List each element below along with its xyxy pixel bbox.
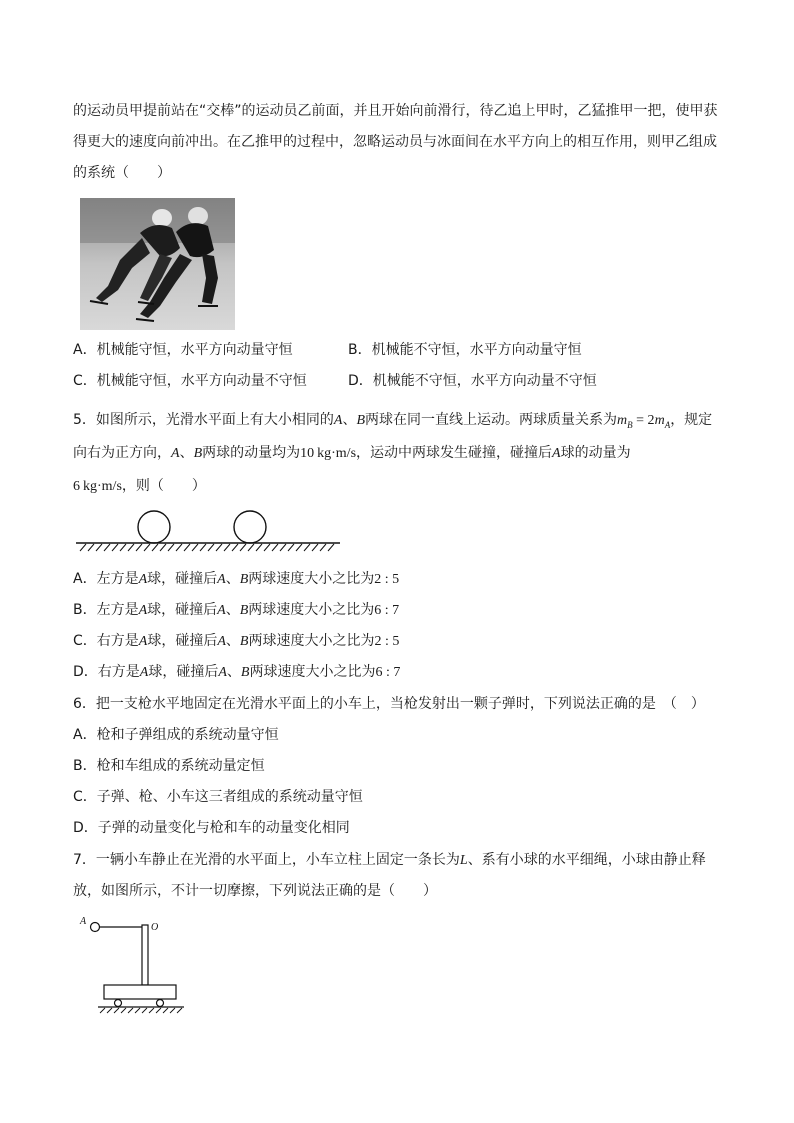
option-text: D．右方是 <box>73 664 140 680</box>
point-a-label: A <box>80 916 87 927</box>
ball-a-symbol: A <box>217 572 226 587</box>
ball-a-symbol: A <box>138 572 148 587</box>
q4-option-d: D．机械能不守恒，水平方向动量不守恒 <box>348 373 597 389</box>
option-separator: 、 <box>225 571 240 587</box>
option-text: 球，碰撞后 <box>147 633 218 649</box>
q6-option-b: B．枪和车组成的系统动量定恒 <box>73 758 265 774</box>
option-text: A．左方是 <box>73 571 139 587</box>
q4-option-b: B．机械能不守恒，水平方向动量守恒 <box>348 342 582 358</box>
q6-option-d: D．子弹的动量变化与枪和车的动量变化相同 <box>73 820 350 836</box>
mass-subscript: B <box>627 419 633 430</box>
pendulum-ball <box>91 923 100 932</box>
ball-a-symbol: A <box>217 603 226 618</box>
cart-post <box>142 925 148 985</box>
q5-text: 向右为正方向， <box>73 445 171 461</box>
ball-a-symbol: A <box>217 634 226 649</box>
q5-option-c <box>73 631 399 652</box>
q7-text: 7．一辆小车静止在光滑的水平面上，小车立柱上固定一条长为 <box>73 852 460 868</box>
q5-text: 两球的动量均为 <box>202 445 301 461</box>
q5-text: ，则（ ） <box>121 478 206 494</box>
ball-b-symbol: B <box>239 634 249 649</box>
option-text: 两球速度大小之比为 <box>248 633 375 649</box>
ball-b-symbol: B <box>356 413 366 428</box>
option-text: C．右方是 <box>73 633 139 649</box>
ball-b-symbol: B <box>193 446 203 461</box>
q5-option-d <box>73 662 400 683</box>
cart-pendulum-figure <box>78 912 190 1016</box>
cart-body <box>104 985 176 999</box>
option-text: 两球速度大小之比为 <box>248 602 375 618</box>
q7-stem-line1 <box>73 850 706 871</box>
q4-stem-line3: 的系统（ ） <box>73 165 171 181</box>
q4-stem-line1: 的运动员甲提前站在“交棒”的运动员乙前面，并且开始向前滑行，待乙追上甲时，乙猛推甲一把，使甲获 <box>73 103 718 119</box>
option-text: 球，碰撞后 <box>148 664 219 680</box>
ball-b-symbol: B <box>239 572 249 587</box>
q5-text: 5．如图所示，光滑水平面上有大小相同的 <box>73 412 334 428</box>
mass-symbol: m <box>654 413 665 428</box>
point-o-label: O <box>151 922 159 933</box>
option-text: B．左方是 <box>73 602 139 618</box>
mass-equation: = 2 <box>632 413 655 428</box>
q4-option-c: C．机械能守恒，水平方向动量不守恒 <box>73 373 307 389</box>
cart-wheel <box>115 1000 122 1007</box>
length-symbol: L <box>459 853 468 868</box>
option-text: 球，碰撞后 <box>147 571 218 587</box>
q7-text: 、系有小球的水平细绳，小球由静止释 <box>467 852 706 868</box>
ball-right <box>234 511 266 543</box>
q5-text: 球的动量为 <box>560 445 631 461</box>
q5-stem-line2 <box>73 443 631 464</box>
q5-stem-line1 <box>73 410 712 435</box>
option-separator: 、 <box>225 633 240 649</box>
option-text: 两球速度大小之比为 <box>248 571 375 587</box>
ball-a-symbol: A <box>218 665 227 680</box>
momentum-unit: kg·m/s <box>317 446 357 461</box>
q4-option-a: A．机械能守恒，水平方向动量守恒 <box>73 342 293 358</box>
q5-stem-line3 <box>73 476 206 497</box>
ball-b-symbol: B <box>240 665 250 680</box>
q5-text: ，运动中两球发生碰撞，碰撞后 <box>356 445 553 461</box>
speed-ratio: 6 : 7 <box>375 665 401 680</box>
momentum-unit: kg·m/s <box>83 479 122 494</box>
q7-stem-line2: 放，如图所示，不计一切摩擦，下列说法正确的是（ ） <box>73 883 437 899</box>
speed-skaters-photo <box>80 198 235 330</box>
ball-a-symbol: A <box>138 634 148 649</box>
ball-b-symbol: B <box>239 603 249 618</box>
ball-left <box>138 511 170 543</box>
q5-option-a <box>73 569 399 590</box>
option-text: 两球速度大小之比为 <box>249 664 376 680</box>
q6-option-c: C．子弹、枪、小车这三者组成的系统动量守恒 <box>73 789 363 805</box>
two-balls-figure <box>76 506 342 554</box>
momentum-value: 10 <box>300 446 315 461</box>
speed-ratio: 2 : 5 <box>374 634 400 649</box>
q5-text: 两球在同一直线上运动。两球质量关系为 <box>365 412 618 428</box>
option-separator: 、 <box>226 664 241 680</box>
ball-a-symbol: A <box>171 446 180 461</box>
q5-separator: 、 <box>179 445 194 461</box>
ball-a-symbol: A <box>333 413 343 428</box>
mass-symbol: m <box>617 413 628 428</box>
ground-hatching <box>80 544 334 551</box>
ball-a-symbol: A <box>138 603 148 618</box>
q6-stem: 6．把一支枪水平地固定在光滑水平面上的小车上，当枪发射出一颗子弹时，下列说法正确的是 （ ） <box>73 696 705 712</box>
speed-ratio: 2 : 5 <box>374 572 400 587</box>
ball-a-symbol: A <box>552 446 561 461</box>
q5-option-b <box>73 600 399 621</box>
cart-wheel <box>157 1000 164 1007</box>
momentum-value: 6 <box>73 479 80 494</box>
q5-text: ，规定 <box>670 412 713 428</box>
ball-a-symbol: A <box>139 665 149 680</box>
q6-option-a: A．枪和子弹组成的系统动量守恒 <box>73 727 279 743</box>
q4-stem-line2: 得更大的速度向前冲出。在乙推甲的过程中，忽略运动员与冰面间在水平方向上的相互作用，则甲乙组成 <box>73 134 717 150</box>
ground-hatching <box>100 1008 182 1013</box>
option-text: 球，碰撞后 <box>147 602 218 618</box>
mass-subscript: A <box>664 419 671 430</box>
option-separator: 、 <box>225 602 240 618</box>
q5-separator: 、 <box>342 412 357 428</box>
speed-ratio: 6 : 7 <box>374 603 400 618</box>
